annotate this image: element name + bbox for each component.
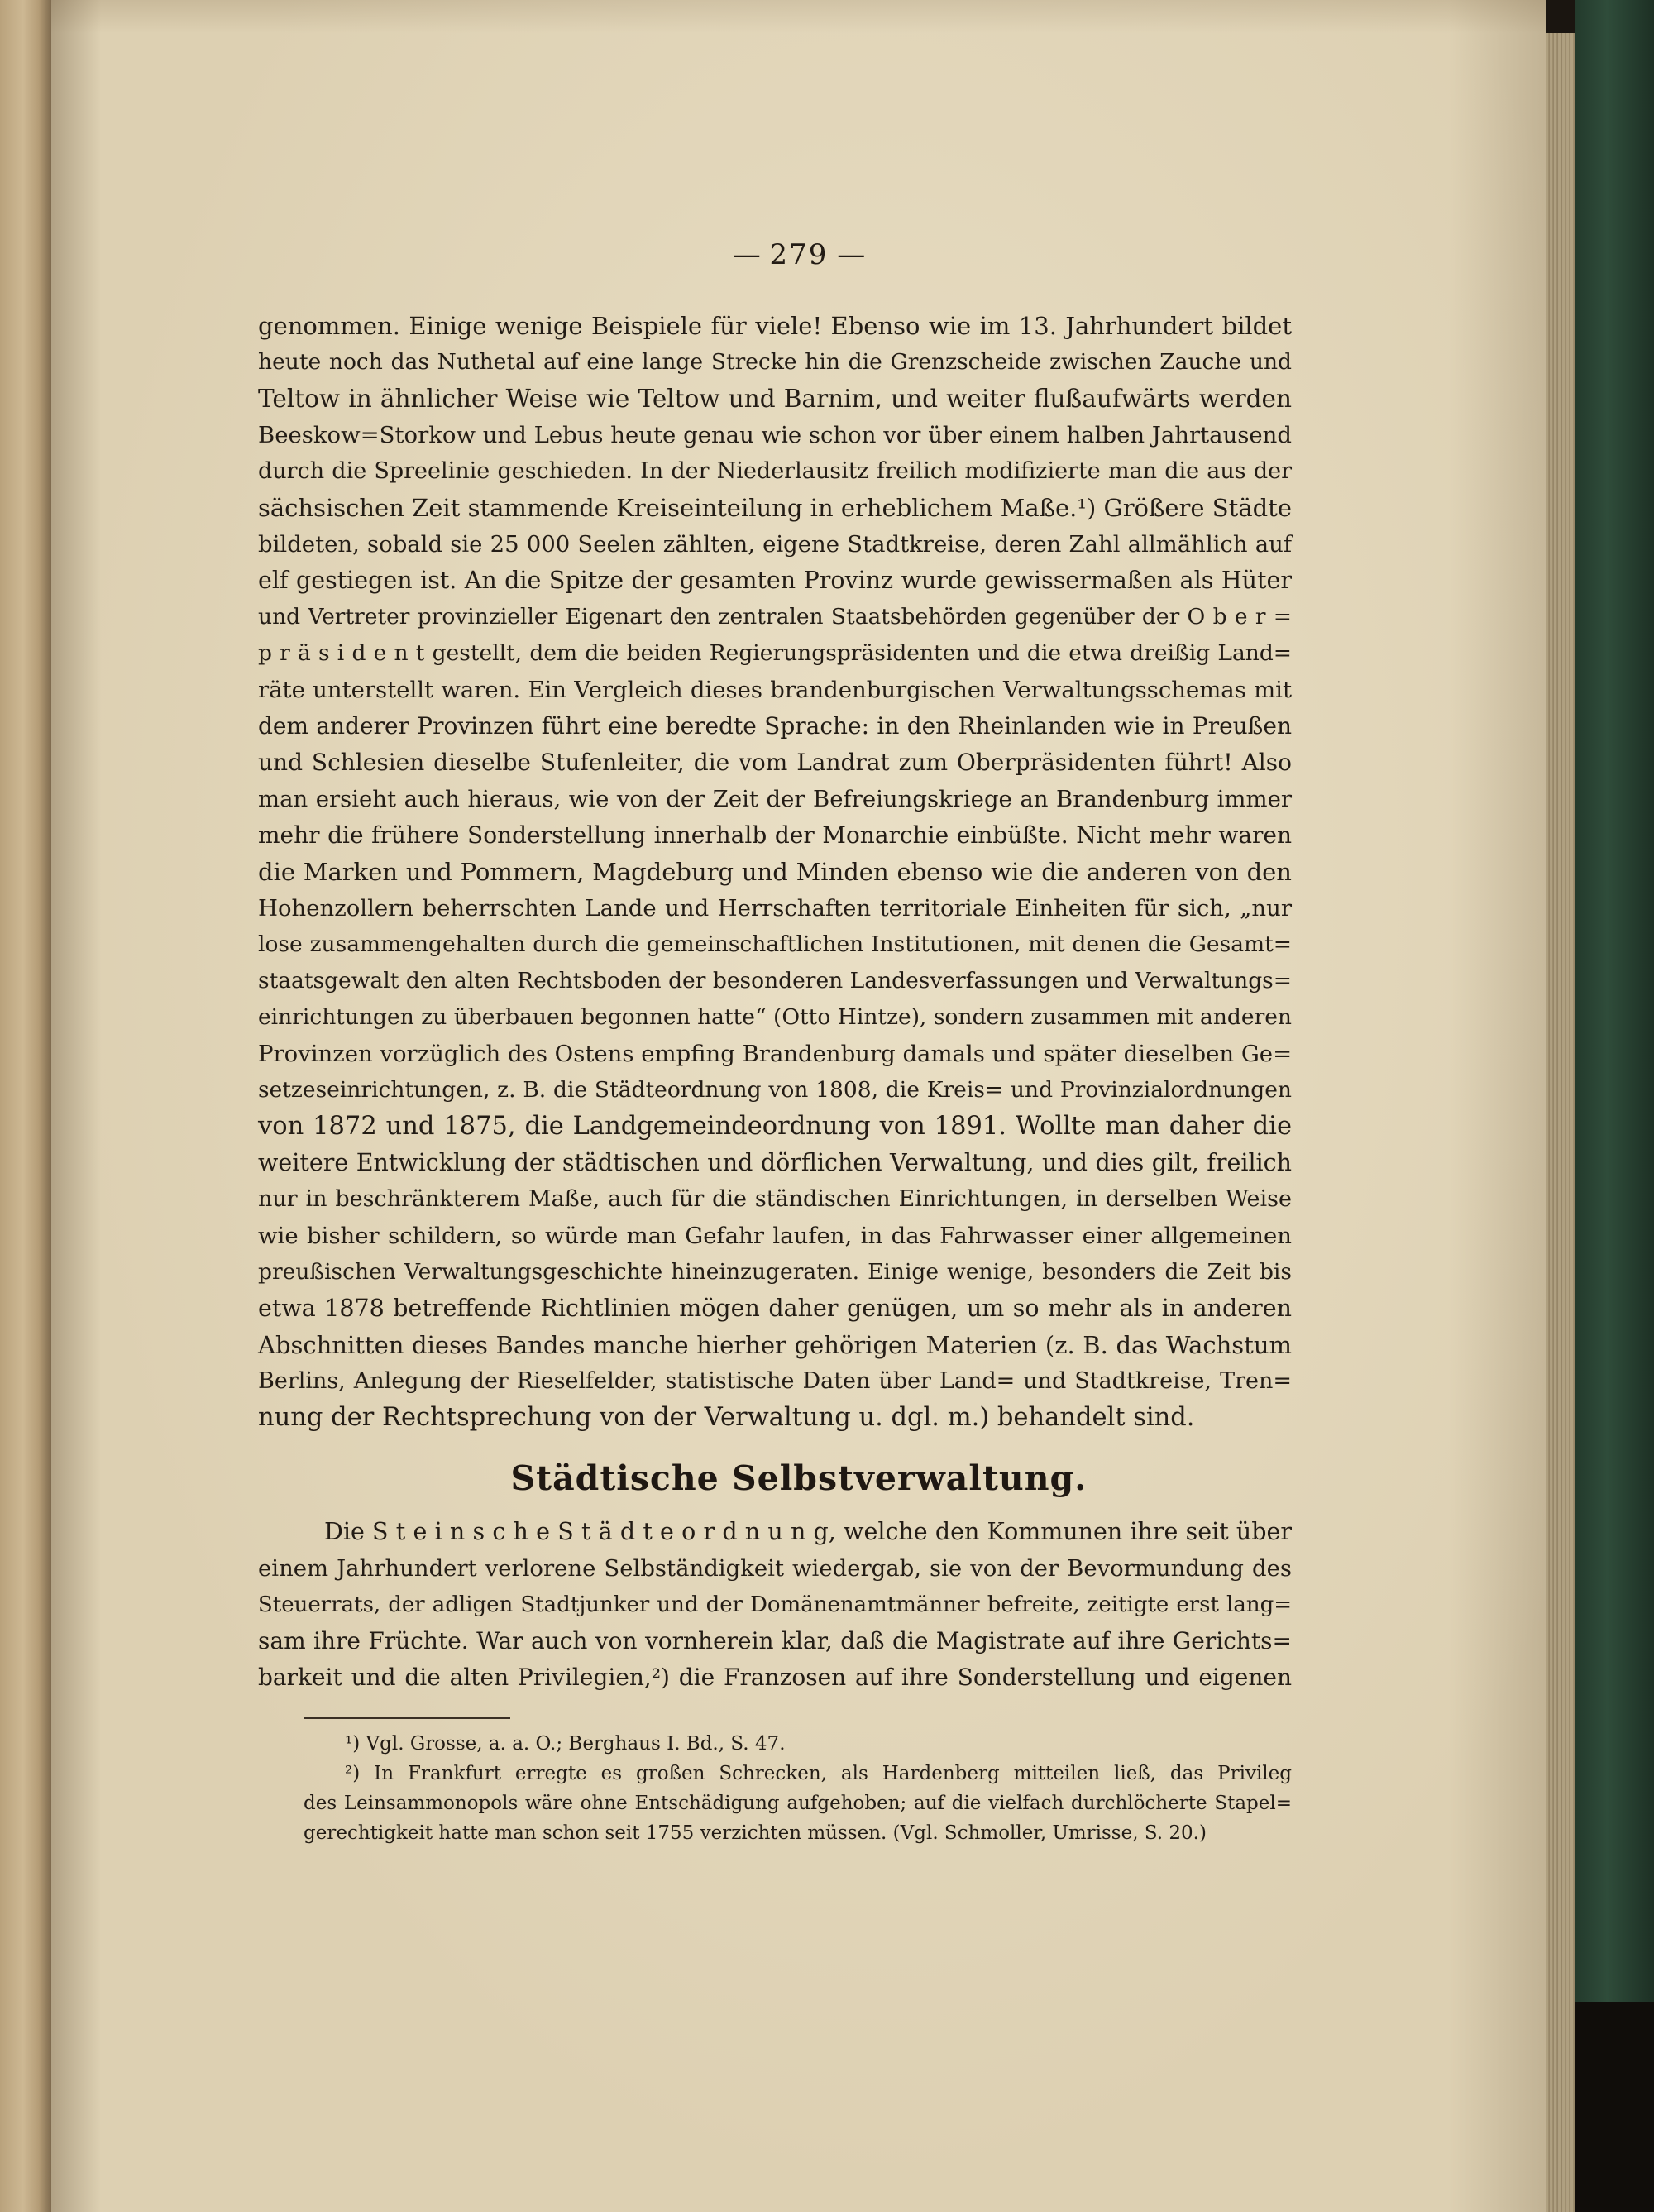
body-line: setzeseinrichtungen, z. B. die Städteordnung von 1808, die Kreis= und Provinzialordnungen [258,1077,1292,1103]
section-line: Steuerrats, der adligen Stadtjunker und der Domänenamtmänner befreite, zeitigte erst lang= [258,1592,1292,1617]
body-line: nur in beschränkterem Maße, auch für die ständischen Einrichtungen, in derselben Weise [258,1186,1292,1212]
book-cover [1575,0,1654,2002]
section-heading: Städtische Selbstverwaltung. [510,1458,1088,1498]
body-line: nung der Rechtsprechung von der Verwaltung u. dgl. m.) behandelt sind. [258,1403,1195,1432]
body-line: mehr die frühere Sonderstellung innerhalb der Monarchie einbüßte. Nicht mehr waren [258,821,1292,849]
body-line: Provinzen vorzüglich des Ostens empfing Brandenburg damals und später dieselben Ge= [258,1041,1293,1067]
body-line: räte unterstellt waren. Ein Vergleich dieses brandenburgischen Verwaltungsschemas mit [258,677,1292,703]
body-line: elf gestiegen ist. An die Spitze der gesamten Provinz wurde gewissermaßen als Hüter [258,567,1292,594]
body-line: p r ä s i d e n t gestellt, dem die beiden Regierungspräsidenten und die etwa dreißig Land= [258,640,1292,666]
body-line: wie bisher schildern, so würde man Gefahr laufen, in das Fahrwasser einer allgemeinen [258,1223,1292,1249]
body-line: bildeten, sobald sie 25 000 Seelen zählten, eigene Stadtkreise, deren Zahl allmählich auf [258,531,1292,558]
cover-shadow [1575,2002,1654,2212]
footnote-rule [304,1717,510,1719]
body-line: dem anderer Provinzen führt eine beredte Sprache: in den Rheinlanden wie in Preußen [258,712,1292,740]
body-line: etwa 1878 betreffende Richtlinien mögen daher genügen, um so mehr als in anderen [258,1295,1292,1322]
footnote-line: ²) In Frankfurt erregte es großen Schrecken, als Hardenberg mitteilen ließ, das Privileg [345,1763,1292,1784]
body-line: Beeskow=Storkow und Lebus heute genau wie schon vor über einem halben Jahrtausend [258,422,1292,448]
footnote-line: ¹) Vgl. Grosse, a. a. O.; Berghaus I. Bd., S. 47. [345,1733,786,1755]
section-line: barkeit und die alten Privilegien,²) die Franzosen auf ihre Sonderstellung und eigenen [258,1664,1292,1691]
footnote-line: gerechtigkeit hatte man schon seit 1755 verzichten müssen. (Vgl. Schmoller, Umrisse, S. 20.) [304,1822,1207,1844]
body-line: lose zusammengehalten durch die gemeinschaftlichen Institutionen, mit denen die Gesamt= [258,931,1292,957]
body-line: Teltow in ähnlicher Weise wie Teltow und Barnim, und weiter flußaufwärts werden [258,385,1292,413]
left-page-edge [0,0,51,2212]
page-number-value: 279 [769,238,829,271]
footnote-line: des Leinsammonopols wäre ohne Entschädigung aufgehoben; auf die vielfach durchlöcherte Stapel= [304,1793,1292,1814]
body-line: heute noch das Nuthetal auf eine lange Strecke hin die Grenzscheide zwischen Zauche und [258,349,1292,375]
body-line: durch die Spreelinie geschieden. In der Niederlausitz freilich modifizierte man die aus der [258,458,1292,484]
body-line: preußischen Verwaltungsgeschichte hineinzugeraten. Einige wenige, besonders die Zeit bis [258,1259,1292,1285]
section-line: sam ihre Früchte. War auch von vornherein klar, daß die Magistrate auf ihre Gerichts= [258,1627,1292,1654]
page [51,0,1546,2212]
body-line: Abschnitten dieses Bandes manche hierher gehörigen Materien (z. B. das Wachstum [258,1331,1292,1359]
body-line: und Schlesien dieselbe Stufenleiter, die vom Landrat zum Oberpräsidenten führt! Also [258,749,1292,776]
body-line: und Vertreter provinzieller Eigenart den zentralen Staatsbehörden gegenüber der O b e r = [258,604,1292,630]
section-line: einem Jahrhundert verlorene Selbständigkeit wiedergab, sie von der Bevormundung des [258,1555,1292,1582]
body-line: die Marken und Pommern, Magdeburg und Minden ebenso wie die anderen von den [258,858,1292,886]
page-number: — 279 — [732,238,866,271]
footnotes [304,1729,1292,1848]
body-line: sächsischen Zeit stammende Kreiseinteilung in erheblichem Maße.¹) Größere Städte [258,494,1292,522]
body-line: genommen. Einige wenige Beispiele für viele! Ebenso wie im 13. Jahrhundert bildet [258,312,1292,340]
body-line: Hohenzollern beherrschten Lande und Herrschaften territoriale Einheiten für sich, „nur [258,895,1292,922]
body-text [258,308,1292,1436]
body-line: weitere Entwicklung der städtischen und dörflichen Verwaltung, und dies gilt, freilich [258,1149,1292,1176]
body-line: man ersieht auch hieraus, wie von der Zeit der Befreiungskriege an Brandenburg immer [258,786,1292,812]
body-line: einrichtungen zu überbauen begonnen hatte“ (Otto Hintze), sondern zusammen mit anderen [258,1004,1292,1030]
body-line: von 1872 und 1875, die Landgemeindeordnung von 1891. Wollte man daher die [258,1112,1292,1141]
section-text [258,1514,1292,1696]
body-line: Berlins, Anlegung der Rieselfelder, statistische Daten über Land= und Stadtkreise, Tren= [258,1368,1292,1394]
section-line: Die S t e i n s c h e S t ä d t e o r d n u n g, welche den Kommunen ihre seit über [324,1518,1292,1545]
body-line: staatsgewalt den alten Rechtsboden der besonderen Landesverfassungen und Verwaltungs= [258,968,1292,993]
